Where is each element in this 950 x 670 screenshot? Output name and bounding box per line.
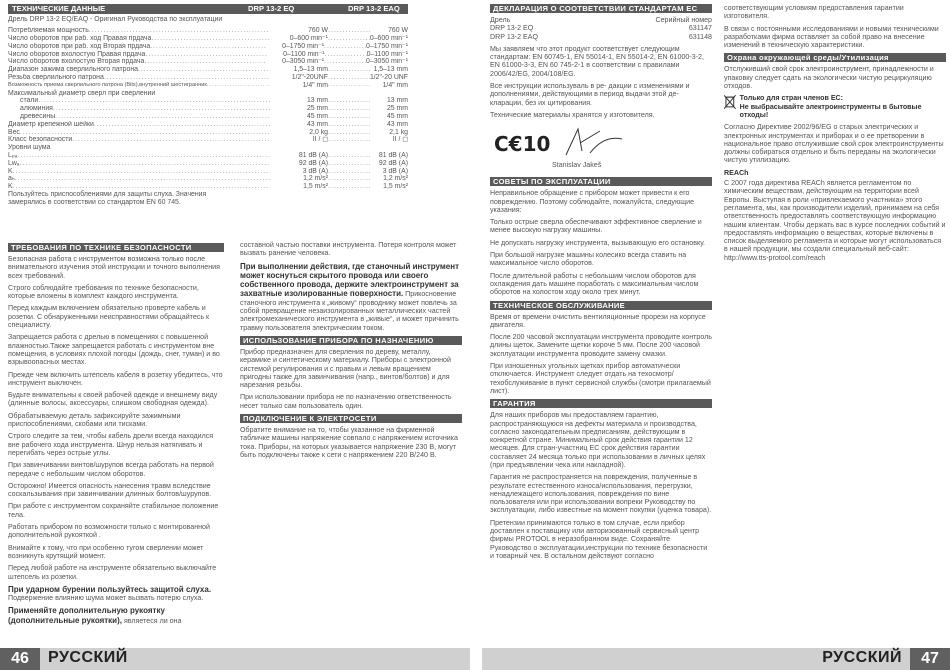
crossed-bin-icon	[724, 94, 736, 110]
tips-para: После длительной работы с небольшим числом оборотов для охлаждения дать машине поработать с максимальным числом оборотов на холостом ходу около трех минут.	[490, 271, 699, 297]
continued-text: соответствующим условиям предоставления гарантии изготовителя.	[724, 4, 904, 21]
safety-para: Перед каждым включением обязательно проверте кабель и розетки. С обнаруженными неисправностями обращайтесь к специалисту.	[8, 304, 210, 330]
spec-row: Lₚₐ ..... 81 dB (A) ..... 81 dB (A)	[8, 152, 408, 160]
spec-row: Lwₐ ..... 92 dB (A) ..... 92 dB (A)	[8, 160, 408, 168]
spec-row: стали ..... 13 mm ..... 13 mm	[8, 97, 408, 105]
env-para: Отслуживший свой срок электроинструмент, принадлежности и упаковку следует сдать на экологически чистую рециркуляцию отходов.	[724, 65, 934, 91]
safety-para: Строго соблюдайте требования по технике безопасности, которые вложены в комплект каждого инструмента.	[8, 283, 199, 301]
decl-header: ДЕКЛАРАЦИЯ О СООТВЕТСТВИИ СТАНДАРТАМ ЕС	[490, 4, 712, 13]
spec-row: aₕ ..... 1,2 m/s² ..... 1,2 m/s²	[8, 175, 408, 183]
decl-serial: Серийный номер	[655, 16, 712, 24]
spec-row: Вес ..... 2,0 kg ..... 2,1 kg	[8, 129, 408, 137]
continued-text: составной частью поставки инструмента. Потеря контроля может вызвать ранение человека.	[240, 241, 457, 258]
use-para: Прибор предназначен для сверления по дереву, металлу, керамике и синтетическому материалу. Приборы с электронной системой регулирования и с правым и левым вращением пригодны также для завинчивания (напр., винтов/болтов) и для нарезания резьбы.	[240, 347, 451, 390]
tips-para: Только острые сверла обеспечивают эффективное сверление и менее высокую нагрузку машины.	[490, 218, 702, 235]
spec-row: алюминия ..... 25 mm ..... 25 mm	[8, 105, 408, 113]
specs-list	[8, 27, 408, 191]
language-label: РУССКИЙ	[48, 649, 128, 666]
right-col2	[724, 4, 946, 266]
signature-icon	[560, 125, 630, 159]
safety-section	[8, 241, 224, 629]
left-col2	[240, 241, 462, 463]
use-para: При использовании прибора не по назначению ответственность несет только сам пользователь один.	[240, 393, 452, 410]
safety-para: Безопасная работа с инструментом возможна только после внимательного изучения этой инструкции и точного выполнения всех требований.	[8, 255, 220, 280]
spec-row: Число оборотов при раб. ход Вторая прдача ..... 0–1750 min⁻¹ ..... 0–1750 min⁻¹	[8, 43, 408, 51]
spec-row: K ..... 3 dB (A) ..... 3 dB (A)	[8, 168, 408, 176]
changes-para: В связи с постоянными исследованиями и новыми техническими разработками фирма оставляет за собой право на внесение изменений в техническую характеристики.	[724, 24, 939, 50]
safety-bold-para: Применяйте дополнительную рукоятку (дополнительные рукоятки), являетеся ли она	[8, 606, 182, 625]
elec-header: ПОДКЛЮЧЕНИЕ К ЭЛЕКТРОСЕТИ	[240, 414, 462, 423]
specs-note: Пользуйтесь приспособлениями для защиты слуха. Значения замерялись в соответствии со стандартом EN 60 745.	[8, 191, 207, 206]
eu-only-label: Только для стран членов ЕС:	[739, 94, 844, 103]
spec-row: древесины ..... 45 mm ..... 45 mm	[8, 113, 408, 121]
spec-row: K ..... 1,5 m/s² ..... 1,5 m/s²	[8, 183, 408, 191]
decl-para: Технические материалы хранятся у изготовителя.	[490, 110, 655, 119]
tips-header: СОВЕТЫ ПО ЭКСПЛУАТАЦИИ	[490, 177, 712, 186]
safety-para: Осторожно! Имеется опасность нанесения травм вследствие соскальзывания при завинчивании длинных болтов/шурупов.	[8, 481, 212, 499]
no-household-waste: Не выбрасывайте электроинструменты в бытовые отходы!	[739, 102, 922, 119]
tips-para: При большой нагрузке машины колесико всегда ставить на максимальное число оборотов.	[490, 251, 687, 268]
safety-header: ТРЕБОВАНИЯ ПО ТЕХНИКЕ БЕЗОПАСНОСТИ	[8, 243, 224, 252]
right-col1	[490, 4, 712, 564]
eu-block	[724, 94, 946, 119]
maint-para: Время от времени очистить вентиляционные прорези на корпусе двигателя.	[490, 312, 706, 329]
decl-para: Все инструкции используваль в ре- дакции с изменениями и дополнениями, действующими в период выдачи этой де- кларации, без их цитирования.	[490, 82, 690, 107]
language-label: РУССКИЙ	[822, 649, 902, 666]
safety-para: При работе с инструментом сохраняйте стабильное положение тела.	[8, 502, 219, 519]
elec-para: Обратите внимание на то, чтобы указанное на фирменной табличке машины напряжение совпало с напряжением источника тока. Приборы, на которых указывается напряжение 230 В, могут быть подключены также к сети с напряжением 220 В/240 В.	[240, 426, 458, 459]
spec-row: Число оборотов при раб. ход Правая прдача ..... 0–600 min⁻¹ ..... 0–600 min⁻¹	[8, 35, 408, 43]
spec-row: Диаметр крепежной шейки ..... 43 mm ..... 43 mm	[8, 121, 408, 129]
spec-row: Число оборотов вхолостую Правая прдача ..... 0–1100 min⁻¹ ..... 0–1100 min⁻¹	[8, 51, 408, 59]
ce-mark-icon: C€10	[494, 132, 551, 157]
maint-header: ТЕХНИЧЕСКОЕ ОБСЛУЖИВАНИЕ	[490, 301, 712, 310]
reach-header: REACh	[724, 168, 749, 177]
spec-row: Возможность приема сверлильного патрона (Bits),внутренний шестигранник ..... 1/4" mm ..... 1/4" mm	[8, 82, 408, 90]
max-drill-label: Максимальный диаметр сверл при сверлении	[8, 89, 156, 97]
warranty-para: Претензии принимаются только в том случае, если прибор доставлен к поставщику или авторизованный сервисный центр фирмы PROTOOL в неразобранном виде. Сохраняйте Руководство о эксплуатации,инструкции по технике безопасности и товарный чек. В остальном действуют согласно	[490, 518, 708, 560]
maint-para: После 200 часовой эксплуатации инструмента проводите контроль длины щеток. Замените щетки короче 5 мм. После 200 часовой эксплуатации инструмента проводите замену смазки.	[490, 333, 712, 358]
page-number: 46	[0, 648, 40, 670]
safety-bold-para: При ударном бурении пользуйтесь защитой слуха. Подвержение влиянию шума может вызвать потерю слуха.	[8, 584, 212, 603]
decl-drill: Дрель	[490, 16, 511, 24]
reach-para: С 2007 года директива REACh является регламентом по химическим веществам, действующим на территории всей Европы. Выступая в роли «привлекаемого участника» этого регламента, мы, как производители изделий, принимаем на себя ответственность предоставлять соответствующую информацию нашим клиентам. Чтобы держать вас в курсе последних событий и предоставлять информацию о веществах, которые включены в список выделяемого регламента и которые могут использоваться в нашей продукции, мы создали специальный веб-сайт: http://www.tts-protool.com/reach	[724, 179, 946, 262]
decl-para: Мы заявляем что этот продукт соответствует следующим стандартам: EN 60745-1, EN 55014-1, EN 55014-2, EN 61000-3-2, EN 61000-3-3, EN 60 745-2-1 в соответствии с правилами 2006/42/EG, 2004/108/EG.	[490, 44, 704, 78]
safety-para: Обрабатываемую деталь зафиксируйте зажимными приспособлениями, скобами или тисками.	[8, 411, 181, 429]
use-header: ИСПОЛЬЗОВАНИЕ ПРИБОРА ПО НАЗНАЧЕНИЮ	[240, 336, 462, 345]
directive-para: Согласно Директиве 2002/96/EG о старых электрических и электронных инструментах и приборах и о ее претворении в национальное право отслужившие свой срок электроинструменты должны собираться отдельно и быть переданы на экологически чистую утилизацию.	[724, 123, 944, 165]
safety-para: Запрещается работа с дрелью в помещениях с повышенной влажностью.Также запрещается работать с инструментом вне помещения, в условиях плохой погоды (дождь, снег, туман) и во взрывоопасных местах.	[8, 333, 220, 367]
specs-header: ТЕХНИЧЕСКИЕ ДАННЫЕ	[12, 4, 106, 13]
right-page	[482, 0, 950, 670]
model-col-1: DRP 13-2 EQ	[248, 4, 295, 13]
safety-para: Строго следите за тем, чтобы кабель дрели всегда находился вне рабочего хода инструмента. Шнур нельзя натягивать и перегибать через острые углы.	[8, 432, 214, 457]
tips-para: Не допускать нагрузку инструмента, вызывающую его остановку.	[490, 238, 706, 247]
signer-name: Stanislav Jakeš	[552, 161, 602, 170]
decl-row	[490, 16, 712, 24]
safety-para: Внимайте к тому, что при особенно тугом сверлении может возникнуть крутящий момент.	[8, 543, 204, 560]
spec-row: Резьба сверлильного патрона ..... 1/2"-20UNF ..... 1/2"-20 UNF	[8, 74, 408, 82]
page-number: 47	[910, 648, 950, 670]
env-header: Охрана окружающей среды/Утилизация	[724, 53, 946, 62]
spec-row: Класс безопасности ..... II / ◻ ..... II / ◻	[8, 136, 408, 144]
spec-row: Число оборотов вхолостую Вторая прдача ..... 0–3050 min⁻¹ ..... 0–3050 min⁻¹	[8, 58, 408, 66]
specs-section	[8, 4, 408, 211]
warranty-para: Для наших приборов мы предоставляем гарантию, распространяющуюся на дефекты материала и производства, согласно законодательным предписаниям, действующим в конкретной стране. Минимальный срок действия гарантии 12 месяцев. Для стран-участниц ЕС срок действия гарантии составляет 24 месяца только при использовании в личных целях (при предъявлении чека или накладной).	[490, 411, 706, 469]
wire-warning: При выполнении действия, где станочный инструмент может коснуться скрытого провода или своего собственного провода, держите электроинструмент за захватные изолированные поверхности. Прикосновение станочного инструмента к „живому“ проводнику может повлечь за собой превращение незаизолированных металлических частей электромеханического инструмента в „живые“, и может причинить травму пользователя электрическим током.	[240, 261, 459, 332]
safety-para: Будьте внимательны к своей рабочей одежде и внешнему виду (длинные волосы, аксессуары, слишком свободная одежда).	[8, 391, 218, 408]
decl-model-row: DRP 13-2 EQ 631147	[490, 24, 712, 33]
left-page	[0, 0, 470, 670]
ce-signature-block	[490, 123, 712, 175]
safety-para: Работать прибором по возможности только с монтированной дополнительной рукояткой .	[8, 523, 210, 540]
maint-para: При изношенных угольных щетках прибор автоматически отключается. Инструмент следует отдать на техосмотр/техобслуживание в пункт сервисной службы (смотри прилагаемый лист).	[490, 362, 711, 395]
tips-para: Неправильное обращение с прибором может привести к его повреждению. Поэтому соблюдайте, пожалуйста, следующие указания:	[490, 189, 695, 214]
model-col-2: DRP 13-2 EAQ	[348, 4, 400, 13]
safety-para: Прежде чем включить штепсель кабеля в розетку убедитесь, что инструмент выключен.	[8, 370, 223, 387]
specs-subtitle: Дрель DRP 13-2 EQ/EAQ - Оригинал Руководства по эксплуатации	[8, 16, 223, 23]
spec-row: Потребляемая мощность ..... 760 W ..... 760 W	[8, 27, 408, 35]
safety-para: При завинчивании винтов/шурупов всегда работать на первой передаче с небольшим числом оборотов.	[8, 461, 214, 478]
noise-label: Уровни шума	[8, 144, 51, 152]
spec-row: Диапазон зажима сверлильного патрона ..... 1,5–13 mm ..... 1,5–13 mm	[8, 66, 408, 74]
warranty-header: ГАРАНТИЯ	[490, 399, 712, 408]
decl-model-row: DRP 13-2 EAQ 631148	[490, 32, 712, 41]
safety-para: Перед любой работе на инструменте обязательно выключайте штепсель из розетки.	[8, 564, 217, 581]
specs-header-bar	[8, 4, 408, 14]
warranty-para: Гарантия не распространяется на повреждения, полученные в результате естественного износа/использования, перегрузки, ненадлежащего использования, повреждения по вине пользователя или при использовании вопреки Руководству по эксплуатации, либо известные на момент покупки (уценка товара).	[490, 473, 712, 515]
